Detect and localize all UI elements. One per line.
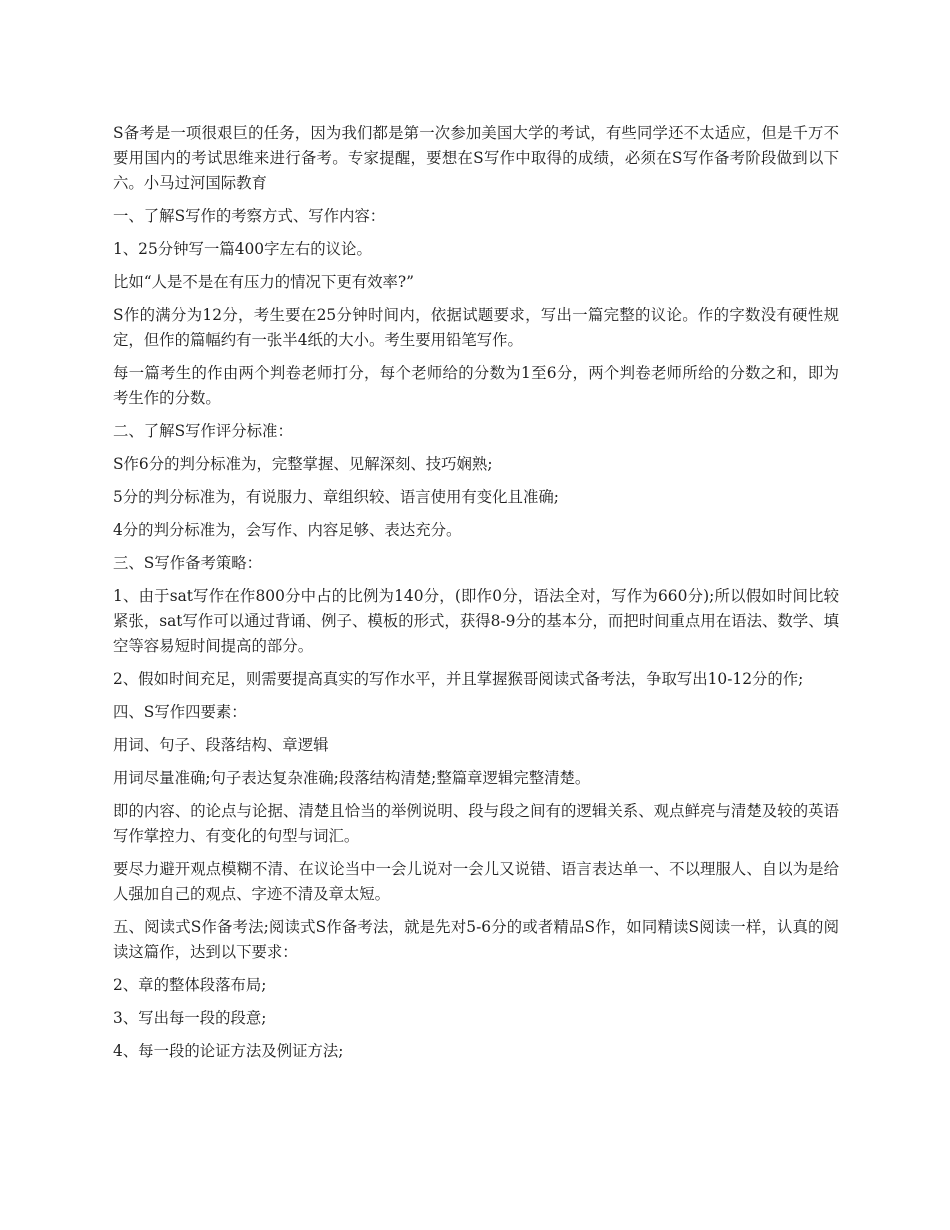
- list-item: 3、写出每一段的段意;: [113, 1009, 267, 1027]
- paragraph: 即的内容、的论点与论据、清楚且恰当的举例说明、段与段之间有的逻辑关系、观点鲜亮与清楚及较的英语写作掌控力、有变化的句型与词汇。: [113, 802, 839, 845]
- paragraph: 比如“人是不是在有压力的情况下更有效率?”: [113, 273, 415, 291]
- paragraph: 1、由于sat写作在作800分中占的比例为140分，(即作0分，语法全对，写作为660分);所以假如时间比较紧张，sat写作可以通过背诵、例子、模板的形式，获得8-9分的基本分，而把时间重点用在语法、数学、填空等容易短时间提高的部分。: [113, 587, 839, 655]
- section-heading-5: 五、阅读式S作备考法;阅读式S作备考法，就是先对5-6分的或者精品S作，如同精读S阅读一样，认真的阅读这篇作，达到以下要求：: [113, 918, 839, 961]
- paragraph: S作6分的判分标准为，完整掌握、见解深刻、技巧娴熟;: [113, 455, 493, 473]
- paragraph: 用词尽量准确;句子表达复杂准确;段落结构清楚;整篇章逻辑完整清楚。: [113, 769, 591, 787]
- section-heading-3: 三、S写作备考策略：: [113, 554, 263, 572]
- paragraph: 2、假如时间充足，则需要提高真实的写作水平，并且掌握猴哥阅读式备考法，争取写出10-12分的作;: [113, 670, 804, 688]
- paragraph: 用词、句子、段落结构、章逻辑: [113, 736, 329, 754]
- paragraph: 1、25分钟写一篇400字左右的议论。: [113, 240, 372, 258]
- paragraph: S作的满分为12分，考生要在25分钟时间内，依据试题要求，写出一篇完整的议论。作的字数没有硬性规定，但作的篇幅约有一张半4纸的大小。考生要用铅笔写作。: [113, 306, 839, 349]
- document-body: [113, 121, 839, 1064]
- intro-paragraph: S备考是一项很艰巨的任务，因为我们都是第一次参加美国大学的考试，有些同学还不太适应，但是千万不要用国内的考试思维来进行备考。专家提醒，要想在S写作中取得的成绩，必须在S写作备考阶段做到以下六。小马过河国际教育: [113, 124, 839, 192]
- paragraph: 每一篇考生的作由两个判卷老师打分，每个老师给的分数为1至6分，两个判卷老师所给的分数之和，即为考生作的分数。: [113, 364, 839, 407]
- list-item: 2、章的整体段落布局;: [113, 976, 267, 994]
- section-heading-4: 四、S写作四要素：: [113, 703, 247, 721]
- list-item: 4、每一段的论证方法及例证方法;: [113, 1042, 344, 1060]
- section-heading-1: 一、了解S写作的考察方式、写作内容：: [113, 207, 386, 225]
- paragraph: 要尽力避开观点模糊不清、在议论当中一会儿说对一会儿又说错、语言表达单一、不以理服人、自以为是给人强加自己的观点、字迹不清及章太短。: [113, 860, 839, 903]
- section-heading-2: 二、了解S写作评分标准：: [113, 422, 293, 440]
- paragraph: 5分的判分标准为，有说服力、章组织较、语言使用有变化且准确;: [113, 488, 559, 506]
- paragraph: 4分的判分标准为，会写作、内容足够、表达充分。: [113, 521, 462, 539]
